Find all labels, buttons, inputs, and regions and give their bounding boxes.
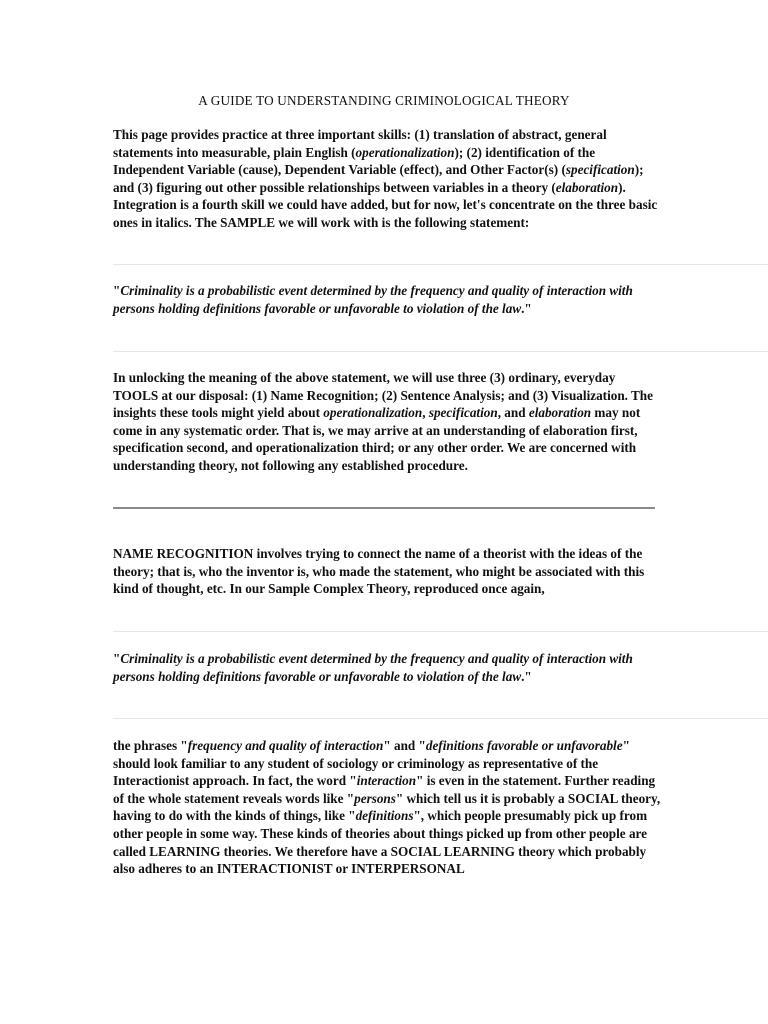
section-divider <box>113 264 768 265</box>
sample-statement-quote-repeat: "Criminality is a probabilistic event determined by the frequency and quality of interaction with persons holding definitions favorable or unfavorable to violation of the law." <box>113 651 633 684</box>
page-title: A GUIDE TO UNDERSTANDING CRIMINOLOGICAL THEORY <box>198 93 570 108</box>
unlocking-paragraph: In unlocking the meaning of the above statement, we will use three (3) ordinary, everyday TOOLS at our disposal: (1) Name Recognition; (2) Sentence Analysis; and (3) Visualization. The insights these tools might yield about operationalization, specification, and elaboration may not come in any systematic order. That is, we may arrive at an understanding of elaboration first, specification second, and operationalization third; or any other order. We are concerned with understanding theory, not following any established procedure. <box>113 370 653 473</box>
phrases-paragraph: the phrases "frequency and quality of interaction" and "definitions favorable or unfavorable" should look familiar to any student of sociology or criminology as representative of the Interactionist approach. In fact, the word "interaction" is even in the statement. Further reading of the whole statement reveals words like "persons" which tell us it is probably a SOCIAL theory, having to do with the kinds of things, like "definitions", which people presumably pick up from other people in some way. These kinds of theories about things picked up from other people are called LEARNING theories. We therefore have a SOCIAL LEARNING theory which probably also adheres to an INTERACTIONIST or INTERPERSONAL <box>113 738 661 877</box>
section-divider <box>113 718 768 719</box>
section-divider <box>113 631 768 632</box>
term-operationalization: operationalization <box>355 144 455 160</box>
term-specification: specification <box>565 162 635 178</box>
name-recognition-paragraph: NAME RECOGNITION involves trying to connect the name of a theorist with the ideas of the theory; that is, who the inventor is, who made the statement, who might be associated with this kind of thought, etc. In our Sample Complex Theory, reproduced once again, <box>113 546 645 597</box>
term-elaboration: elaboration <box>555 179 619 195</box>
sample-statement-quote: "Criminality is a probabilistic event determined by the frequency and quality of interaction with persons holding definitions favorable or unfavorable to violation of the law." <box>113 283 633 316</box>
section-divider <box>113 351 768 352</box>
horizontal-rule <box>113 507 655 509</box>
intro-paragraph: This page provides practice at three important skills: (1) translation of abstract, general statements into measurable, plain English (operationalization); (2) identification of the Independent Variable (cause), Dependent Variable (effect), and Other Factor(s) (specification); and (3) figuring out other possible relationships between variables in a theory (elaboration). Integration is a fourth skill we could have added, but for now, let's concentrate on the three basic ones in italics. The SAMPLE we will work with is the following statement: <box>113 127 658 230</box>
